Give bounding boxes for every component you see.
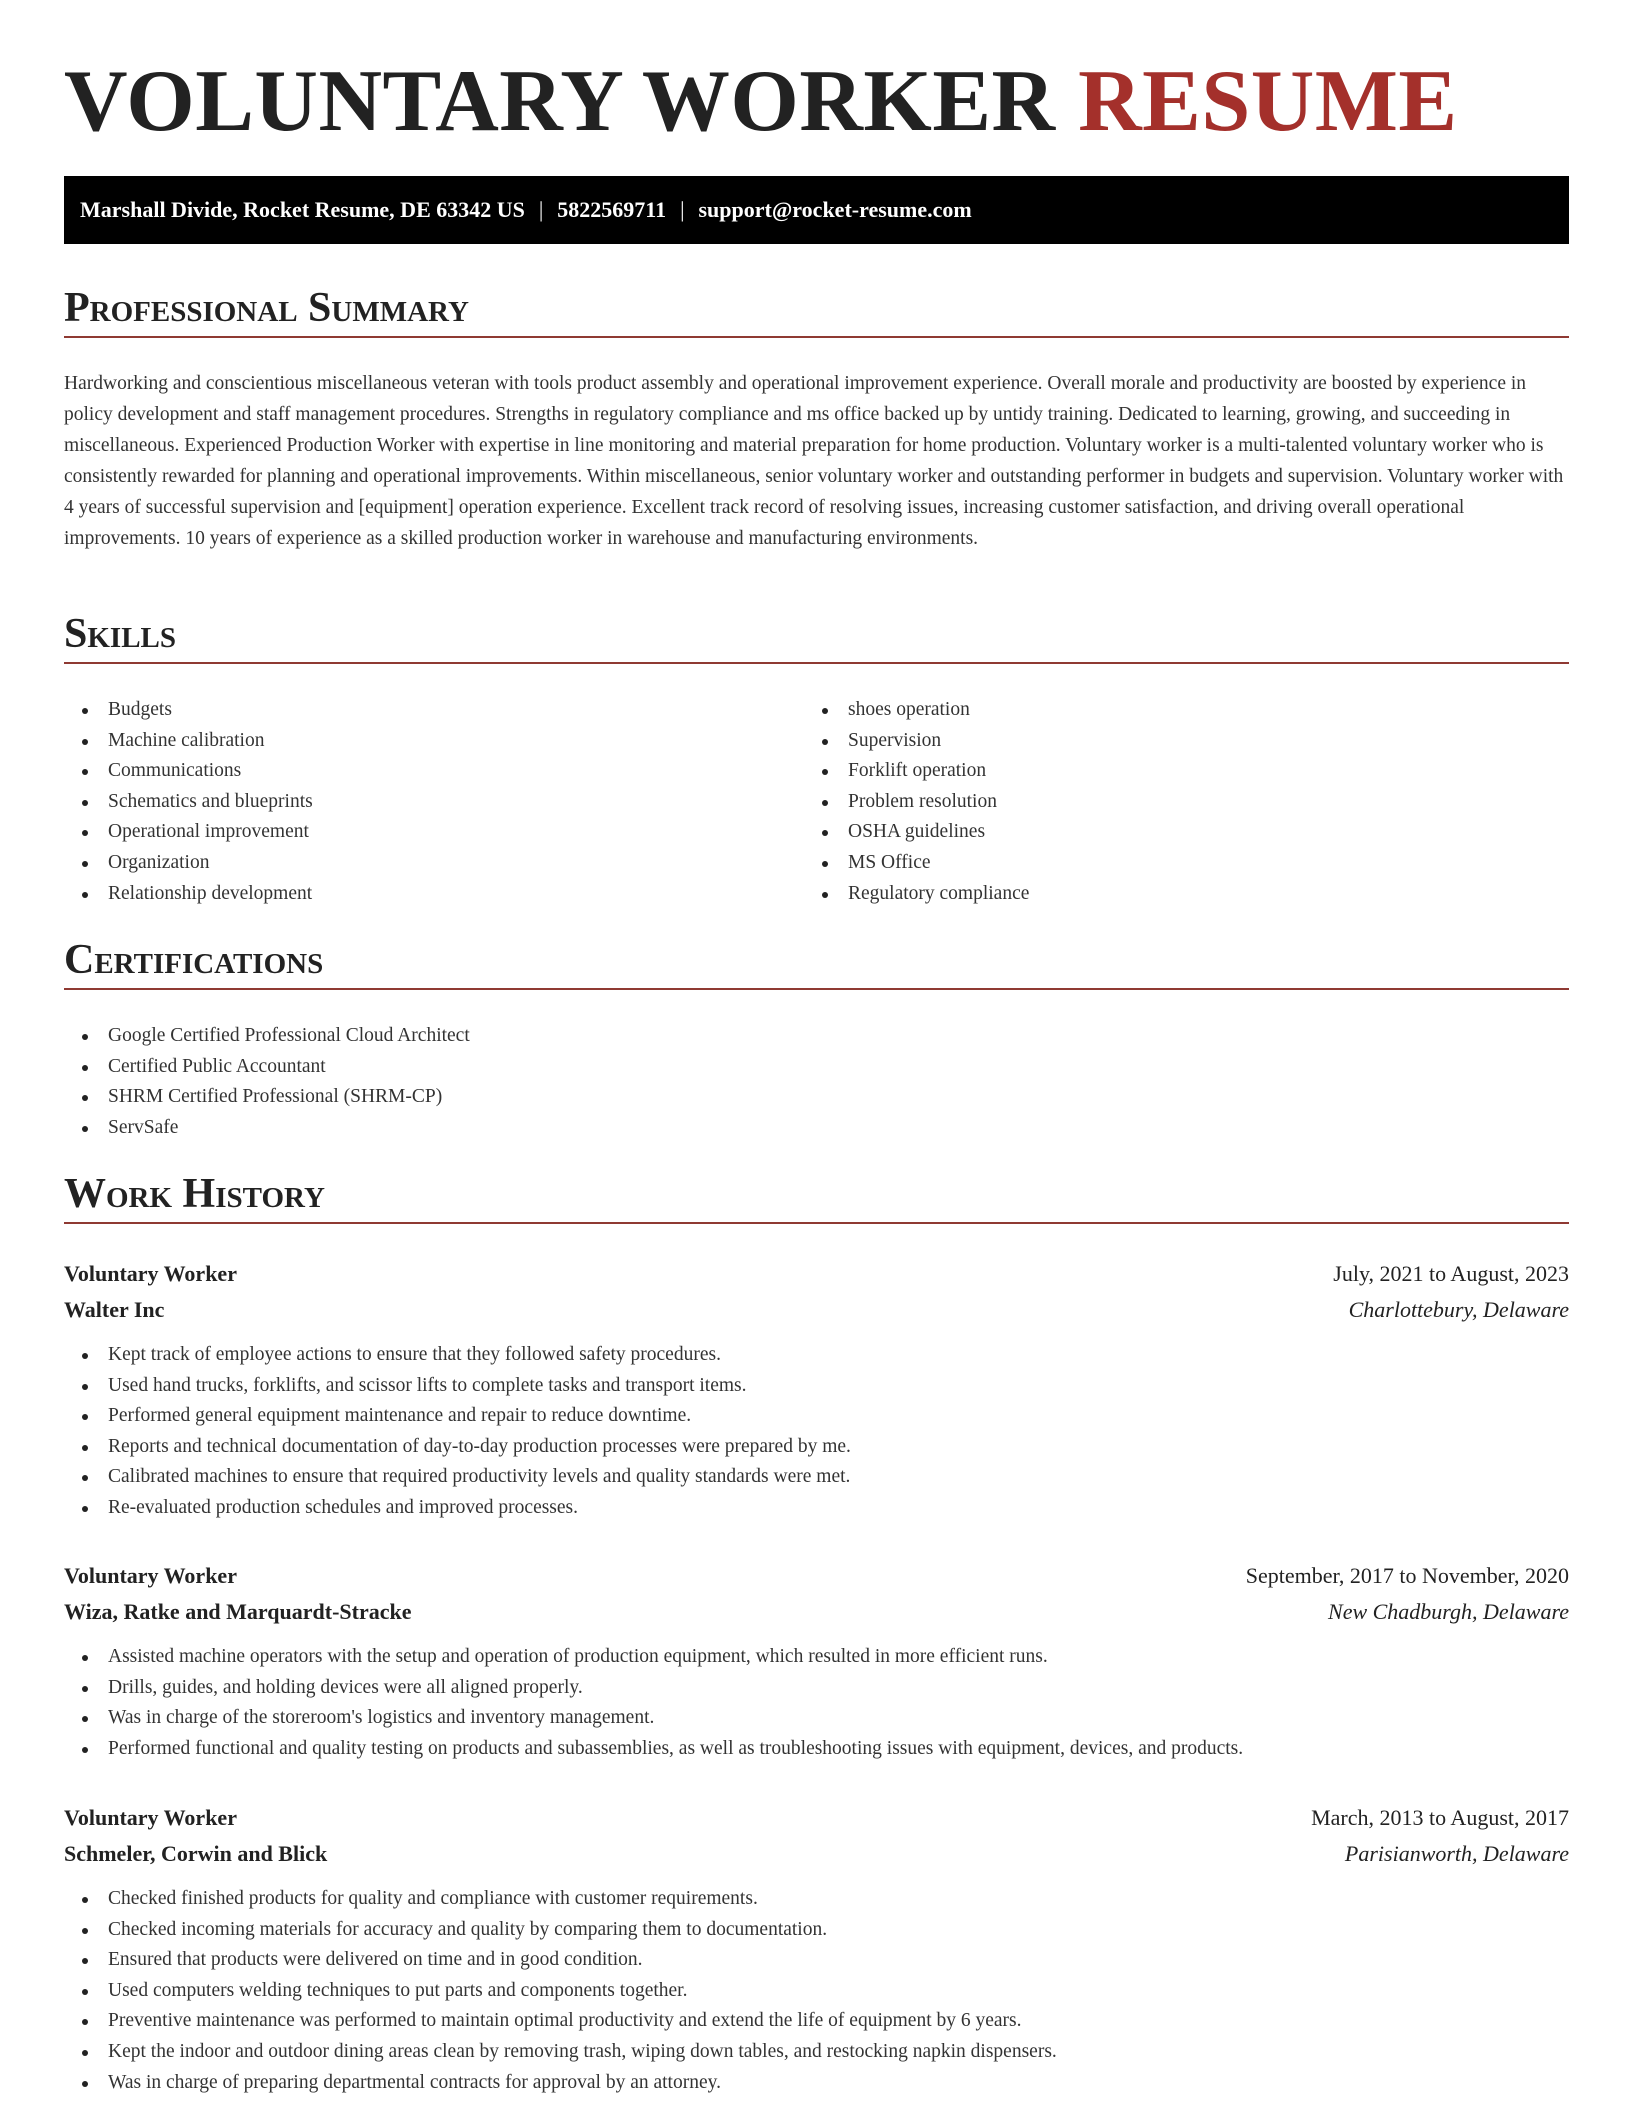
certifications-list xyxy=(64,1021,470,1143)
job-duty: Drills, guides, and holding devices were all aligned properly. xyxy=(64,1673,1569,1704)
job-duty: Kept the indoor and outdoor dining areas clean by removing trash, wiping down tables, and restocking napkin dispensers. xyxy=(64,2037,1569,2068)
title-accent: RESUME xyxy=(1078,53,1458,150)
contact-email[interactable]: support@rocket-resume.com xyxy=(698,197,972,222)
summary-heading: Professional Summary xyxy=(64,280,1569,338)
certification-item: Certified Public Accountant xyxy=(64,1052,470,1083)
skill-item: Supervision xyxy=(804,726,1029,757)
skill-item: Problem resolution xyxy=(804,787,1029,818)
job-duty: Was in charge of the storeroom's logistics and inventory management. xyxy=(64,1703,1569,1734)
job-company-row xyxy=(64,1836,1569,1872)
job-duty: Re-evaluated production schedules and improved processes. xyxy=(64,1493,1569,1524)
job-title: Voluntary Worker xyxy=(64,1261,237,1286)
job-company: Schmeler, Corwin and Blick xyxy=(64,1841,328,1866)
skills-heading: Skills xyxy=(64,606,1569,664)
job-duty: Kept track of employee actions to ensure that they followed safety procedures. xyxy=(64,1340,1569,1371)
contact-bar xyxy=(64,176,1569,244)
job-location: Charlottebury, Delaware xyxy=(1348,1297,1569,1322)
job-company-row xyxy=(64,1594,1569,1630)
contact-address: Marshall Divide, Rocket Resume, DE 63342 US xyxy=(80,197,525,222)
skills-list-left xyxy=(64,695,313,909)
job-duty: Assisted machine operators with the setup and operation of production equipment, which resulted in more efficient runs. xyxy=(64,1642,1569,1673)
contact-phone[interactable]: 5822569711 xyxy=(557,197,667,222)
contact-separator: | xyxy=(538,197,544,222)
skill-item: Schematics and blueprints xyxy=(64,787,313,818)
job-duties-list xyxy=(64,1884,1569,2098)
skill-item: Organization xyxy=(64,848,313,879)
skill-item: Communications xyxy=(64,756,313,787)
summary-text: Hardworking and conscientious miscellaneous veteran with tools product assembly and operational improvement experience. Overall morale and productivity are boosted by experience in policy development and staff management procedures. Strengths in regulatory compliance and ms office backed up by untidy training. Dedicated to learning, growing, and succeeding in miscellaneous. Experienced Production Worker with expertise in line monitoring and material preparation for home production. Voluntary worker is a multi-talented voluntary worker who is consistently rewarded for planning and operational improvements. Within miscellaneous, senior voluntary worker and outstanding performer in budgets and supervision. Voluntary worker with 4 years of successful supervision and [equipment] operation experience. Excellent track record of resolving issues, increasing customer satisfaction, and driving overall operational improvements. 10 years of experience as a skilled production worker in warehouse and manufacturing environments. xyxy=(64,373,1564,549)
certification-item: SHRM Certified Professional (SHRM-CP) xyxy=(64,1082,470,1113)
job-dates: July, 2021 to August, 2023 xyxy=(1333,1261,1569,1286)
certification-item: ServSafe xyxy=(64,1113,470,1144)
skill-item: Regulatory compliance xyxy=(804,879,1029,910)
job-duty: Performed functional and quality testing on products and subassemblies, as well as troubleshooting issues with equipment, devices, and products. xyxy=(64,1734,1569,1765)
job-title: Voluntary Worker xyxy=(64,1805,237,1830)
title-main: VOLUNTARY WORKER xyxy=(64,53,1056,150)
job-duty: Was in charge of preparing departmental contracts for approval by an attorney. xyxy=(64,2068,1569,2099)
resume-title xyxy=(64,52,1458,152)
job-entry xyxy=(64,1800,1569,2098)
job-header-row xyxy=(64,1558,1569,1594)
job-duty: Used computers welding techniques to put parts and components together. xyxy=(64,1976,1569,2007)
certification-item: Google Certified Professional Cloud Architect xyxy=(64,1021,470,1052)
job-dates: September, 2017 to November, 2020 xyxy=(1245,1563,1569,1588)
job-duties-list xyxy=(64,1340,1569,1524)
job-duty: Used hand trucks, forklifts, and scissor lifts to complete tasks and transport items. xyxy=(64,1371,1569,1402)
job-entry xyxy=(64,1558,1569,1764)
skills-list-right xyxy=(804,695,1029,909)
job-duties-list xyxy=(64,1642,1569,1764)
certifications-heading: Certifications xyxy=(64,932,1569,990)
skill-item: Relationship development xyxy=(64,879,313,910)
job-title: Voluntary Worker xyxy=(64,1563,237,1588)
job-entry xyxy=(64,1256,1569,1524)
contact-separator: | xyxy=(680,197,685,222)
skill-item: MS Office xyxy=(804,848,1029,879)
skill-item: Operational improvement xyxy=(64,817,313,848)
job-company-row xyxy=(64,1292,1569,1328)
job-duty: Checked incoming materials for accuracy and quality by comparing them to documentation. xyxy=(64,1915,1569,1946)
skill-item: Budgets xyxy=(64,695,313,726)
skill-item: Machine calibration xyxy=(64,726,313,757)
skill-item: Forklift operation xyxy=(804,756,1029,787)
job-location: New Chadburgh, Delaware xyxy=(1328,1599,1569,1624)
job-duty: Preventive maintenance was performed to maintain optimal productivity and extend the life of equipment by 6 years. xyxy=(64,2006,1569,2037)
skill-item: OSHA guidelines xyxy=(804,817,1029,848)
job-header-row xyxy=(64,1256,1569,1292)
work-history-heading: Work History xyxy=(64,1166,1569,1224)
job-duty: Reports and technical documentation of day-to-day production processes were prepared by me. xyxy=(64,1432,1569,1463)
skill-item: shoes operation xyxy=(804,695,1029,726)
job-company: Walter Inc xyxy=(64,1297,165,1322)
job-location: Parisianworth, Delaware xyxy=(1344,1841,1569,1866)
job-duty: Checked finished products for quality and compliance with customer requirements. xyxy=(64,1884,1569,1915)
job-duty: Ensured that products were delivered on time and in good condition. xyxy=(64,1945,1569,1976)
job-duty: Calibrated machines to ensure that required productivity levels and quality standards were met. xyxy=(64,1462,1569,1493)
job-dates: March, 2013 to August, 2017 xyxy=(1311,1805,1569,1830)
job-header-row xyxy=(64,1800,1569,1836)
job-company: Wiza, Ratke and Marquardt-Stracke xyxy=(64,1599,412,1624)
job-duty: Performed general equipment maintenance and repair to reduce downtime. xyxy=(64,1401,1569,1432)
